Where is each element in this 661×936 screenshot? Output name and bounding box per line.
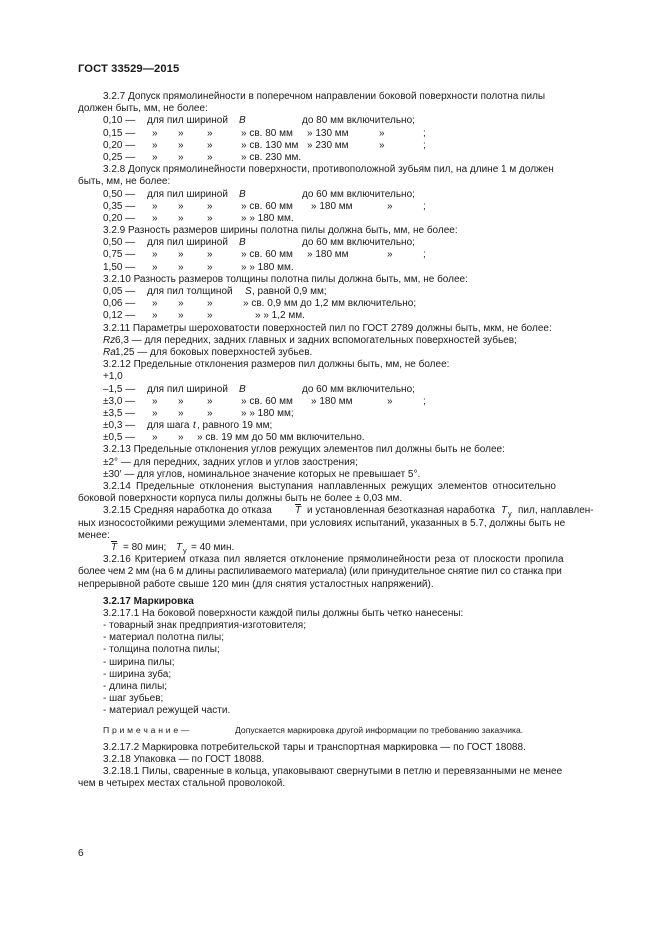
paragraph-3-2-18-1-line2: чем в четырех местах стальной проволокой. bbox=[78, 778, 286, 790]
paragraph-3-2-15-line1: 3.2.15 Средняя наработка до отказа $\overline{T}$ и установленная безотказная наработка T у пил, наплавлен- bbox=[103, 505, 594, 519]
paragraph-3-2-13: 3.2.13 Предельные отклонения углов режущих элементов пил должны быть не более: bbox=[103, 444, 505, 456]
paragraph-3-2-18: 3.2.18 Упаковка — по ГОСТ 18088. bbox=[103, 753, 265, 765]
paragraph-3-2-14-line2: боковой поверхности корпуса пилы должны быть не более ± 0,03 мм. bbox=[78, 493, 403, 505]
roughness-ra: Ra 1,25 — для боковых поверхностей зубьев. bbox=[103, 346, 313, 358]
list-item: - материал полотна пилы; bbox=[103, 632, 224, 644]
tolerance-row: 0,35 — » » » » св. 60 мм » 180 мм » ; bbox=[103, 200, 426, 212]
tolerance-row: 0,12 — » » » » » 1,2 мм. bbox=[103, 310, 305, 322]
paragraph-3-2-16-line3: непрерывной работе свыше 120 мин (для снятия усталостных напряжений). bbox=[78, 578, 434, 590]
list-item: - ширина пилы; bbox=[103, 656, 175, 668]
deviation-plus: +1,0 bbox=[103, 371, 123, 383]
tolerance-row: 1,50 — » » » » » 180 мм. bbox=[103, 261, 294, 273]
tolerance-row: 0,20 — » » » » » 180 мм. bbox=[103, 212, 294, 224]
tolerance-row: 0,50 — для пил шириной B до 60 мм включительно; bbox=[103, 188, 415, 200]
angle-row: ±2° — для передних, задних углов и углов заострения; bbox=[103, 456, 358, 468]
roughness-rz: Rz 6,3 — для передних, задних главных и задних вспомогательных поверхностей зубьев; bbox=[103, 334, 517, 346]
tolerance-row: 0,50 — для пил шириной B до 60 мм включительно; bbox=[103, 237, 415, 249]
paragraph-3-2-10: 3.2.10 Разность размеров толщины полотна пилы должна быть, мм, не более: bbox=[103, 273, 468, 285]
list-item: - товарный знак предприятия-изготовителя; bbox=[103, 620, 306, 632]
paragraph-3-2-16-line2: более чем 2 мм (на 6 м длины распиливаемого материала) (или принудительное снятие пил со станка при bbox=[78, 566, 562, 578]
tolerance-row: 0,10 — для пил шириной B до 80 мм включительно; bbox=[103, 115, 415, 127]
paragraph-3-2-18-1-line1: 3.2.18.1 Пилы, сваренные в кольца, упаковывают свернутыми в петлю и перевязанными не менее bbox=[103, 766, 563, 778]
paragraph-3-2-8-line2: быть, мм, не более: bbox=[78, 176, 171, 188]
paragraph-3-2-8-line1: 3.2.8 Допуск прямолинейности поверхности, противоположной зубьям пил, на длине 1 м должен bbox=[103, 164, 554, 176]
deviation-row: ±3,0 — » » » » св. 60 мм » 180 мм » ; bbox=[103, 395, 426, 407]
tolerance-row: 0,25 — » » » » св. 230 мм. bbox=[103, 151, 302, 163]
tolerance-row: 0,75 — » » » » св. 60 мм » 180 мм » ; bbox=[103, 249, 426, 261]
deviation-row: ±0,5 — » » » св. 19 мм до 50 мм включительно. bbox=[103, 432, 365, 444]
list-item: - длина пилы; bbox=[103, 681, 168, 692]
mtbf-formula: $\overline{T}$ = 80 мин; T у = 40 мин. bbox=[111, 541, 235, 555]
tolerance-row: 0,20 — » » » » св. 130 мм » 230 мм » ; bbox=[103, 139, 426, 151]
paragraph-3-2-7-line2: должен быть, мм, не более: bbox=[78, 103, 208, 115]
tolerance-row: 0,06 — » » » » св. 0,9 мм до 1,2 мм включительно; bbox=[103, 298, 417, 310]
paragraph-3-2-16-line1: 3.2.16 Критерием отказа пил является отклонение прямолинейности реза от плоскости пропила bbox=[103, 554, 564, 566]
paragraph-3-2-11: 3.2.11 Параметры шероховатости поверхностей пил по ГОСТ 2789 должны быть, мкм, не более: bbox=[103, 322, 552, 334]
note: П р и м е ч а н и е — Допускается маркировка другой информации по требованию заказчика. bbox=[103, 724, 524, 735]
angle-row: ±30′ — для углов, номинальное значение которых не превышает 5°. bbox=[103, 468, 421, 480]
page-number: 6 bbox=[78, 848, 84, 859]
deviation-row: –1,5 — для пил шириной B до 60 мм включительно; bbox=[103, 383, 415, 395]
paragraph-3-2-12: 3.2.12 Предельные отклонения размеров пил должны быть, мм, не более: bbox=[103, 359, 450, 371]
list-item: - шаг зубьев; bbox=[103, 693, 164, 705]
list-item: - ширина зуба; bbox=[103, 668, 172, 680]
paragraph-3-2-15-line3: менее: bbox=[78, 529, 110, 541]
document-header: ГОСТ 33529—2015 bbox=[78, 63, 180, 75]
deviation-row: ±3,5 — » » » » » 180 мм; bbox=[103, 407, 294, 419]
paragraph-3-2-17-2: 3.2.17.2 Маркировка потребительской тары и транспортная маркировка — по ГОСТ 18088. bbox=[103, 741, 526, 753]
deviation-row: ±0,3 — для шага t , равного 19 мм; bbox=[103, 420, 273, 432]
paragraph-3-2-17-1: 3.2.17.1 На боковой поверхности каждой пилы должны быть четко нанесены: bbox=[103, 607, 464, 619]
list-item: - материал режущей части. bbox=[103, 705, 231, 717]
paragraph-3-2-14-line1: 3.2.14 Предельные отклонения выступания наплавленных режущих элементов относительно bbox=[103, 481, 556, 492]
paragraph-3-2-7-line1: 3.2.7 Допуск прямолинейности в поперечном направлении боковой поверхности полотна пилы bbox=[103, 91, 546, 102]
paragraph-3-2-15-line2: ных износостойкими режущими элементами, при условиях испытаний, указанных в 5.7, должны быть не bbox=[78, 517, 566, 529]
list-item: - толщина полотна пилы; bbox=[103, 644, 220, 656]
tolerance-row: 0,15 — » » » » св. 80 мм » 130 мм » ; bbox=[103, 127, 426, 139]
section-title-marking: 3.2.17 Маркировка bbox=[103, 595, 194, 607]
document-body bbox=[78, 91, 617, 791]
paragraph-3-2-9: 3.2.9 Разность размеров ширины полотна пилы должна быть, мм, не более: bbox=[103, 225, 458, 237]
tolerance-row: 0,05 — для пил толщиной S , равной 0,9 мм; bbox=[103, 286, 327, 297]
